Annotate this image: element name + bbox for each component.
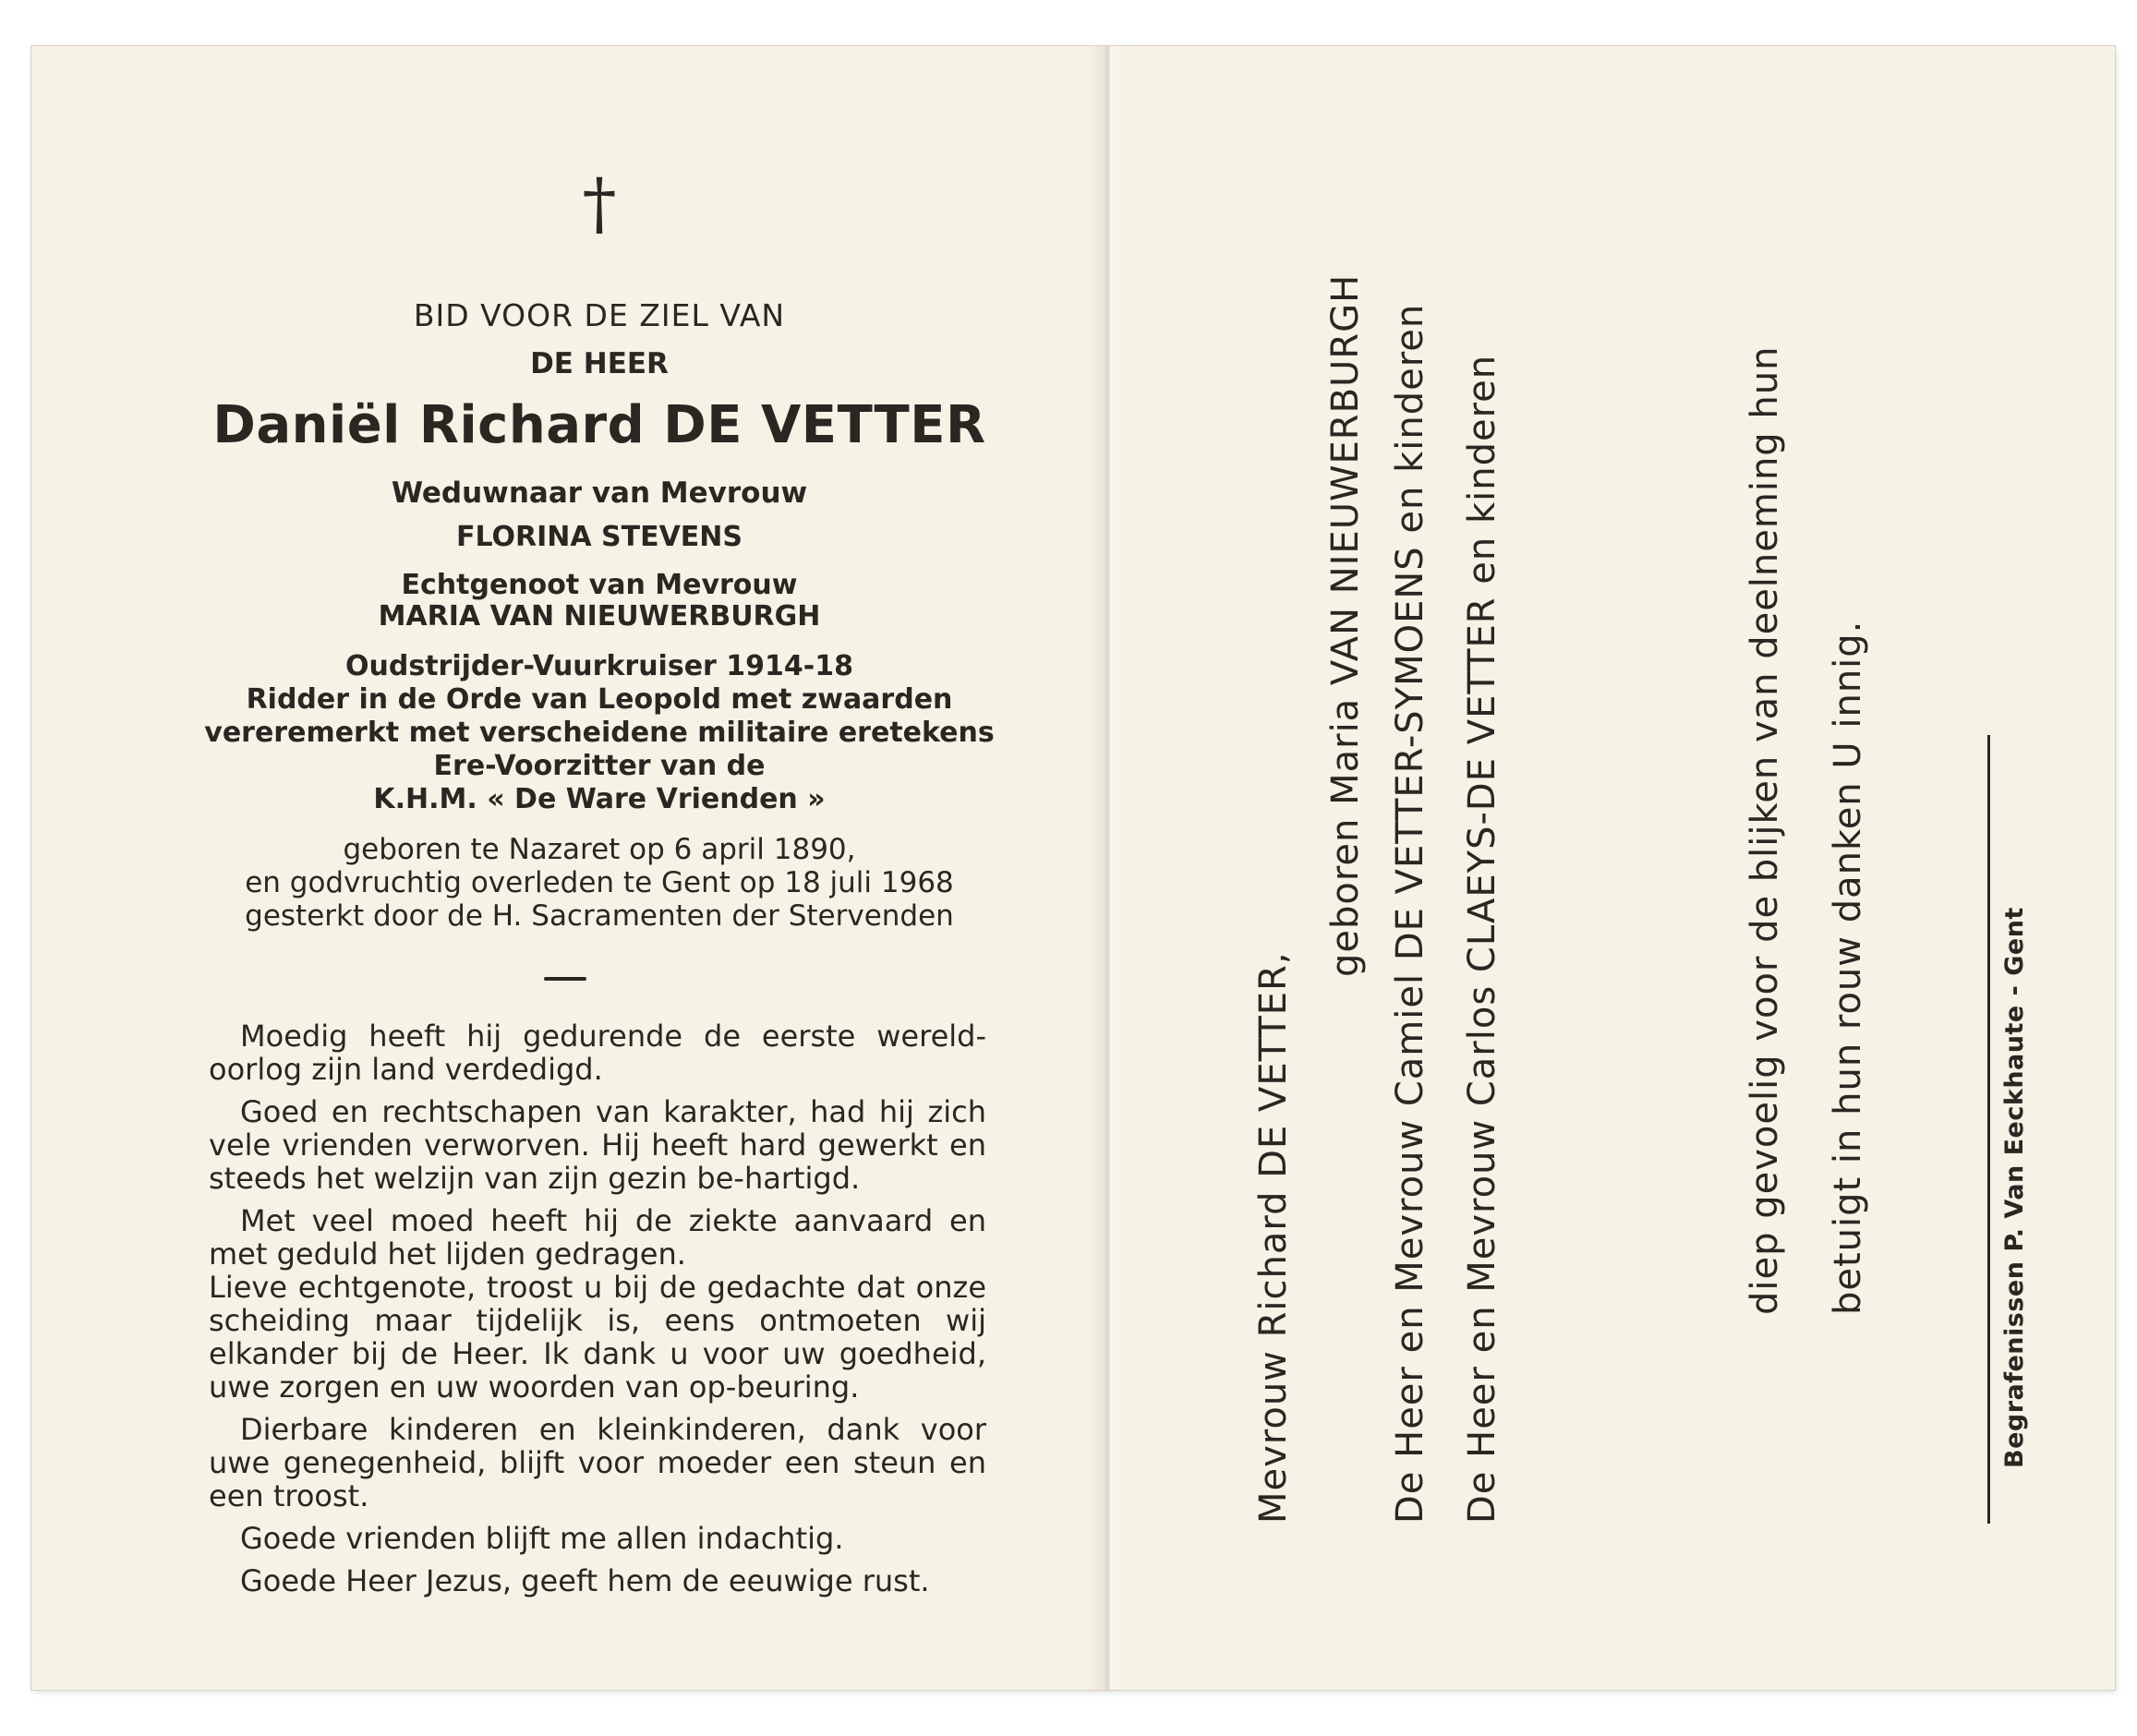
printer-credit: Begrafenissen P. Van Eeckhaute - Gent xyxy=(2000,907,2029,1468)
thanks-line-2: betuigt in hun rouw danken U innig. xyxy=(1827,620,1869,1315)
paragraph: Met veel moed heeft hij de ziekte aanvaard en met geduld het lijden gedragen. xyxy=(209,1203,986,1272)
honor-line-5: K.H.M. « De Ware Vrienden » xyxy=(373,783,826,815)
fold-crease xyxy=(1090,46,1127,1690)
honor-line-1: Oudstrijder-Vuurkruiser 1914-18 xyxy=(345,650,853,682)
paragraph: Goed en rechtschapen van karakter, had hij zich vele vrienden verworven. Hij heeft hard gewerkt en steeds het welzijn van zijn gezin be-hartigd. xyxy=(209,1094,986,1196)
paragraph: Goede vrienden blijft me allen indachtig. xyxy=(240,1521,844,1556)
first-wife-name: FLORINA STEVENS xyxy=(455,521,743,553)
memorial-text xyxy=(209,1019,986,1607)
paragraph: Goede Heer Jezus, geeft hem de eeuwige rust. xyxy=(240,1563,930,1598)
paragraph: Dierbare kinderen en kleinkinderen, dank voor uwe genegenheid, blijft voor moeder een steun en een troost. xyxy=(209,1412,986,1513)
family-line-2: De Heer en Mevrouw Carlos CLAEYS-DE VETTER en kinderen xyxy=(1461,354,1503,1524)
honor-line-2: Ridder in de Orde van Leopold met zwaarden xyxy=(246,683,953,716)
cross-symbol: † xyxy=(582,164,617,244)
thanks-line-1: diep gevoelig voor de blijken van deelneming hun xyxy=(1744,345,1786,1315)
paragraph: Moedig heeft hij gedurende de eerste wereld-oorlog zijn land verdedigd. xyxy=(209,1019,986,1087)
spouse-name: MARIA VAN NIEUWERBURGH xyxy=(378,600,821,633)
death-line: en godvruchtig overleden te Gent op 18 juli 1968 xyxy=(245,866,954,899)
honor-line-4: Ere-Voorzitter van de xyxy=(433,750,766,782)
honor-line-3: vereremerkt met verscheidene militaire eretekens xyxy=(204,717,995,749)
prayer-intro: BID VOOR DE ZIEL VAN xyxy=(413,297,786,333)
family-line-1: De Heer en Mevrouw Camiel DE VETTER-SYMOENS en kinderen xyxy=(1389,303,1431,1524)
widow-name: Mevrouw Richard DE VETTER, xyxy=(1252,951,1295,1524)
paragraph: Lieve echtgenote, troost u bij de gedachte dat onze scheiding maar tijdelijk is, eens ontmoeten wij elkander bij de Heer. Ik dank u voor uw goedheid, uwe zorgen en uw woorden van op-beuring. xyxy=(209,1270,986,1404)
widower-line: Weduwnaar van Mevrouw xyxy=(391,476,808,510)
honorific: DE HEER xyxy=(530,347,669,380)
left-page xyxy=(31,46,1090,1690)
sacraments-line: gesterkt door de H. Sacramenten der Stervenden xyxy=(245,899,954,933)
vertical-rule xyxy=(1987,735,1990,1524)
spouse-line: Echtgenoot van Mevrouw xyxy=(401,569,798,601)
birth-line: geboren te Nazaret op 6 april 1890, xyxy=(343,833,856,866)
widow-maiden-name: geboren Maria VAN NIEUWERBURGH xyxy=(1324,273,1367,977)
right-page xyxy=(1127,46,2115,1690)
ornamental-dash xyxy=(544,977,586,981)
deceased-name: Daniël Richard DE VETTER xyxy=(212,395,986,455)
memorial-card xyxy=(31,46,2115,1690)
